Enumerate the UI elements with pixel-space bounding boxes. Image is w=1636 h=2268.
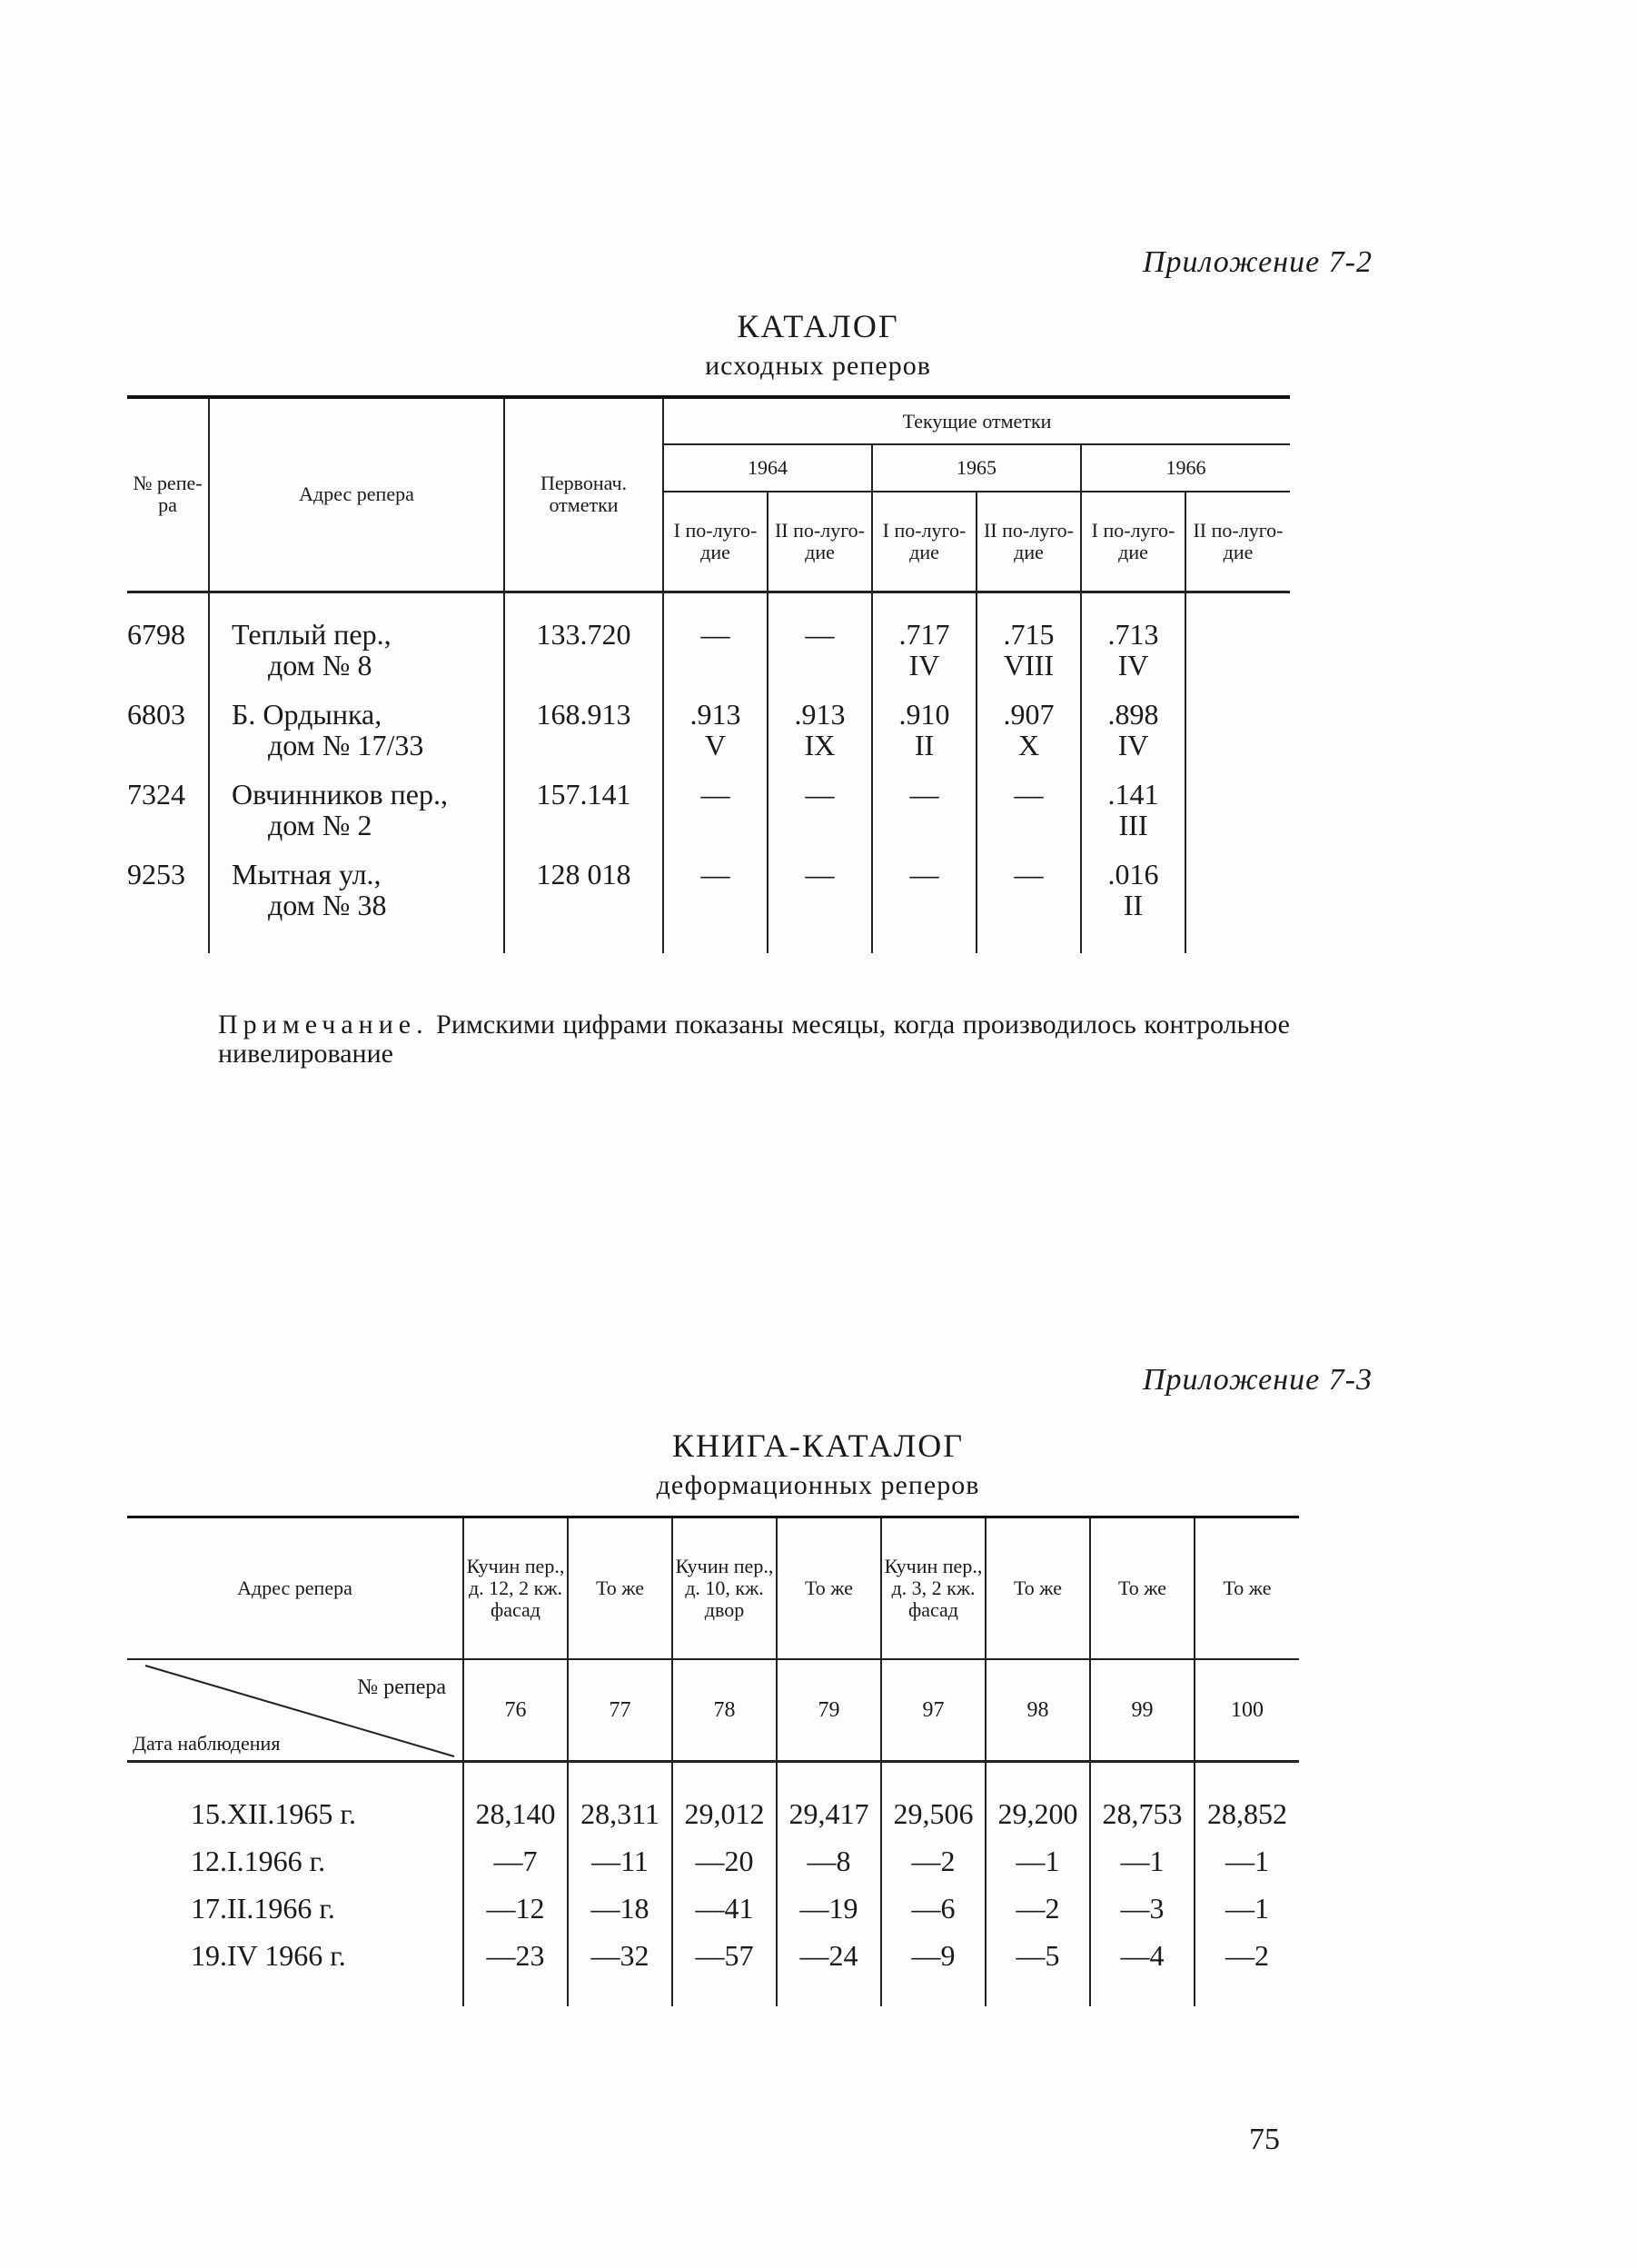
address-line-1: Б. Ордынка, (232, 697, 382, 731)
header-year-1964: 1964 (663, 444, 872, 492)
mark-value: .717 (898, 617, 950, 651)
observation-value-cell: —6 (881, 1885, 986, 1932)
deformation-benchmark-table (127, 1516, 1299, 2006)
current-mark-cell (977, 853, 1081, 953)
mark-value: .713 (1107, 617, 1159, 651)
header-half-4: II по-луго-дие (977, 492, 1081, 592)
table-row (127, 592, 1290, 693)
observation-value-cell: 28,140 (463, 1761, 568, 1837)
mark-value: — (805, 617, 835, 651)
benchmark-number-header: 99 (1090, 1659, 1195, 1762)
catalog2-title-block (0, 1427, 1636, 1501)
observation-value-cell: 29,417 (777, 1761, 881, 1837)
observation-value-cell: —8 (777, 1837, 881, 1885)
observation-value-cell: —5 (986, 1932, 1090, 2006)
observation-value-cell: —11 (568, 1837, 672, 1885)
current-mark-cell (1185, 592, 1290, 693)
current-mark-cell (1185, 773, 1290, 853)
header-diagonal-cell (127, 1659, 463, 1762)
observation-date-cell: 12.I.1966 г. (127, 1837, 463, 1885)
table-row (127, 1885, 1299, 1932)
survey-month: IV (1117, 728, 1149, 761)
benchmark-address-header: То же (1195, 1517, 1299, 1659)
catalog1-title: КАТАЛОГ (737, 308, 899, 344)
survey-month: II (914, 728, 935, 761)
mark-value: .907 (1003, 697, 1055, 731)
current-mark-cell (977, 592, 1081, 693)
mark-value: — (805, 857, 835, 890)
observation-value-cell: —2 (881, 1837, 986, 1885)
observation-date-cell: 15.XII.1965 г. (127, 1761, 463, 1837)
table-row (127, 1932, 1299, 2006)
observation-value-cell: —12 (463, 1885, 568, 1932)
survey-month: II (1123, 888, 1144, 921)
observation-value-cell: —20 (672, 1837, 777, 1885)
observation-value-cell: 29,200 (986, 1761, 1090, 1837)
mark-value: .913 (689, 697, 741, 731)
current-mark-cell (663, 773, 768, 853)
appendix-label-7-3: Приложение 7-3 (1143, 1363, 1373, 1397)
current-mark-cell (768, 592, 872, 693)
mark-value: .910 (898, 697, 950, 731)
current-mark-cell (1185, 853, 1290, 953)
benchmark-address-header: Кучин пер., д. 10, кж. двор (672, 1517, 777, 1659)
current-mark-cell (872, 773, 977, 853)
current-mark-cell (872, 693, 977, 773)
benchmark-address-header: То же (1090, 1517, 1195, 1659)
table-row (127, 853, 1290, 953)
benchmark-address-header: Кучин пер., д. 12, 2 кж. фасад (463, 1517, 568, 1659)
mark-value: .016 (1107, 857, 1159, 890)
address-cell (209, 592, 504, 693)
address-line-2: дом № 17/33 (268, 728, 424, 761)
observation-date-cell: 19.IV 1966 г. (127, 1932, 463, 2006)
address-line-2: дом № 2 (268, 808, 372, 841)
current-mark-cell (663, 592, 768, 693)
initial-mark-cell: 128 018 (504, 853, 663, 953)
benchmark-address-header: То же (986, 1517, 1090, 1659)
observation-value-cell: —1 (986, 1837, 1090, 1885)
benchmark-address-header: Кучин пер., д. 3, 2 кж. фасад (881, 1517, 986, 1659)
mark-value: .141 (1107, 777, 1159, 811)
survey-month: V (704, 728, 727, 761)
initial-mark-cell: 168.913 (504, 693, 663, 773)
header-current-marks: Текущие отметки (663, 397, 1290, 444)
current-mark-cell (872, 592, 977, 693)
observation-value-cell: —32 (568, 1932, 672, 2006)
note-text: Римскими цифрами показаны месяцы, когда производилось контрольное нивелирование (218, 1010, 1290, 1069)
catalog2-subtitle: деформационных реперов (656, 1470, 980, 1500)
observation-value-cell: 28,311 (568, 1761, 672, 1837)
address-line-1: Теплый пер., (232, 617, 392, 651)
current-mark-cell (768, 693, 872, 773)
current-mark-cell (977, 693, 1081, 773)
survey-month: IV (1117, 648, 1149, 681)
observation-value-cell: —2 (1225, 1938, 1269, 1972)
observation-value-cell: 29,012 (672, 1761, 777, 1837)
address-cell (209, 773, 504, 853)
observation-value-cell: —1 (1225, 1891, 1269, 1925)
page-number: 75 (1249, 2123, 1280, 2156)
mark-value: — (805, 777, 835, 811)
note-label: Примечание. (218, 1010, 429, 1040)
table-row (127, 773, 1290, 853)
current-mark-cell (1081, 592, 1185, 693)
observation-value-cell: —3 (1090, 1885, 1195, 1932)
current-mark-cell (1081, 773, 1185, 853)
mark-value: — (909, 777, 939, 811)
benchmark-number-header: 79 (777, 1659, 881, 1762)
current-mark-cell (872, 853, 977, 953)
current-mark-cell (768, 853, 872, 953)
address-line-2: дом № 38 (268, 888, 387, 921)
observation-value-cell: —1 (1225, 1844, 1269, 1877)
observation-value-cell: —57 (672, 1932, 777, 2006)
mark-value: — (1014, 857, 1044, 890)
benchmark-address-header: То же (568, 1517, 672, 1659)
benchmark-address-header: То же (777, 1517, 881, 1659)
benchmark-number-cell: 6803 (127, 693, 209, 773)
benchmark-number-header: 100 (1195, 1659, 1299, 1762)
survey-month: III (1118, 808, 1148, 841)
observation-value-cell: —18 (568, 1885, 672, 1932)
observation-value-cell: —41 (672, 1885, 777, 1932)
current-mark-cell (1185, 693, 1290, 773)
survey-month: IX (804, 728, 836, 761)
address-cell (209, 853, 504, 953)
benchmark-number-header: 98 (986, 1659, 1090, 1762)
appendix-label-7-2: Приложение 7-2 (1143, 245, 1373, 279)
header-address: Адрес репера (209, 397, 504, 592)
mark-value: .898 (1107, 697, 1159, 731)
catalog-note (218, 1010, 1290, 1069)
catalog1-subtitle: исходных реперов (705, 351, 931, 381)
benchmark-number-header: 78 (672, 1659, 777, 1762)
mark-value: — (1014, 777, 1044, 811)
current-mark-cell (1081, 853, 1185, 953)
address-line-2: дом № 8 (268, 648, 372, 681)
observation-value-cell: 28,852 (1207, 1796, 1287, 1830)
current-mark-cell (977, 773, 1081, 853)
observation-value-cell: —19 (777, 1885, 881, 1932)
observation-value-cell: —2 (986, 1885, 1090, 1932)
catalog2-title: КНИГА-КАТАЛОГ (671, 1427, 965, 1464)
observation-date-cell: 17.II.1966 г. (127, 1885, 463, 1932)
initial-mark-cell: 133.720 (504, 592, 663, 693)
mark-value: — (700, 777, 730, 811)
mark-value: .913 (794, 697, 846, 731)
address-cell (209, 693, 504, 773)
observation-value-cell: —7 (463, 1837, 568, 1885)
header-year-1966: 1966 (1081, 444, 1290, 492)
current-mark-cell (1081, 693, 1185, 773)
survey-month: IV (908, 648, 940, 681)
mark-value: — (700, 857, 730, 890)
initial-mark-cell: 157.141 (504, 773, 663, 853)
header-address: Адрес репера (127, 1517, 463, 1659)
current-mark-cell (663, 853, 768, 953)
mark-value: .715 (1003, 617, 1055, 651)
observation-value-cell: —23 (463, 1932, 568, 2006)
benchmark-number-header: 76 (463, 1659, 568, 1762)
header-half-6: II по-луго-дие (1185, 492, 1290, 592)
benchmark-number-cell: 6798 (127, 592, 209, 693)
mark-value: — (909, 857, 939, 890)
address-line-1: Овчинников пер., (232, 777, 448, 811)
header-half-1: I по-луго-дие (663, 492, 768, 592)
benchmark-number-header: 97 (881, 1659, 986, 1762)
observation-value-cell: —4 (1090, 1932, 1195, 2006)
header-year-1965: 1965 (872, 444, 1081, 492)
header-half-5: I по-луго-дие (1081, 492, 1185, 592)
header-benchmark-no: № репе-ра (127, 397, 209, 592)
header-half-3: I по-луго-дие (872, 492, 977, 592)
current-mark-cell (768, 773, 872, 853)
catalog1-title-block (0, 307, 1636, 382)
observation-value-cell: —24 (777, 1932, 881, 2006)
observation-value-cell: —9 (881, 1932, 986, 2006)
survey-month: VIII (1003, 648, 1055, 681)
benchmark-catalog-table (127, 395, 1290, 953)
benchmark-number-header: 77 (568, 1659, 672, 1762)
table-row (127, 1837, 1299, 1885)
current-mark-cell (663, 693, 768, 773)
header-half-2: II по-луго-дие (768, 492, 872, 592)
benchmark-number-cell: 9253 (127, 853, 209, 953)
mark-value: — (700, 617, 730, 651)
address-line-1: Мытная ул., (232, 857, 382, 890)
table-row (127, 693, 1290, 773)
observation-value-cell: 28,753 (1090, 1761, 1195, 1837)
header-initial-marks: Первонач. отметки (504, 397, 663, 592)
observation-value-cell: —1 (1090, 1837, 1195, 1885)
diag-date-label: Дата наблюдения (133, 1731, 281, 1755)
survey-month: X (1017, 728, 1040, 761)
benchmark-number-cell: 7324 (127, 773, 209, 853)
diag-benchmark-label: № репера (357, 1675, 446, 1699)
table-row (127, 1761, 1299, 1837)
observation-value-cell: 29,506 (881, 1761, 986, 1837)
